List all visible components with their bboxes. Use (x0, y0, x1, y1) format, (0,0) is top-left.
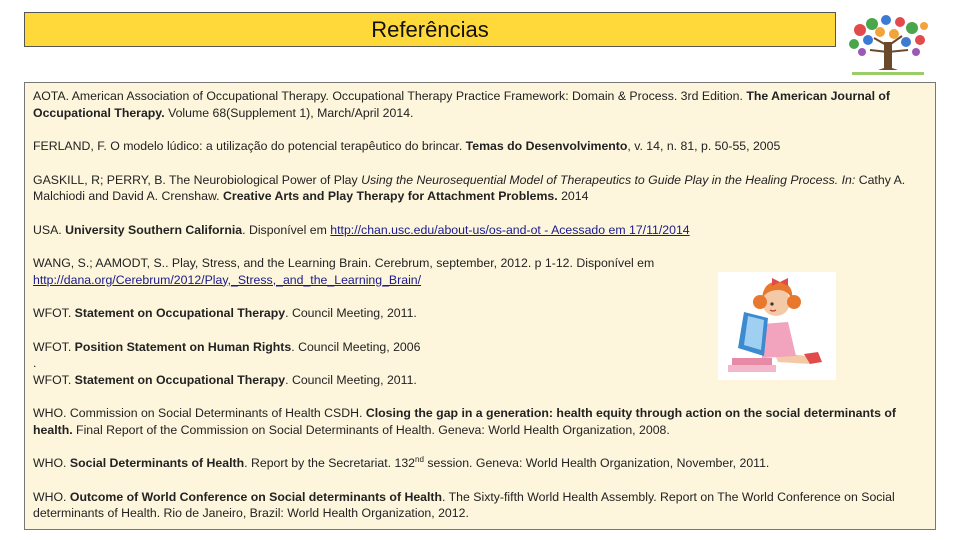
reference-item: FERLAND, F. O modelo lúdico: a utilização do potencial terapêutico do brincar. Temas do Desenvolvimento, v. 14, n. 81, p. 50-55, 2005 (33, 139, 781, 153)
reference-item: WFOT. Position Statement on Human Rights. Council Meeting, 2006 (33, 339, 421, 354)
reference-item: WHO. Commission on Social Determinants of Health CSDH. Closing the gap in a generation: health equity through action on the social determinants of health. Final Report of the Commission on Social Determinants of Health. Geneva: World Health Organization, 2008. (33, 406, 896, 437)
reference-item: WHO. Social Determinants of Health. Report by the Secretariat. 132nd session. Geneva: World Health Organization, November, 2011. (33, 454, 770, 470)
girl-reading-book-icon (718, 272, 836, 380)
slide-title-bar (24, 12, 836, 47)
reference-item: . WFOT. Statement on Occupational Therapy. Council Meeting, 2011. (33, 356, 417, 387)
reference-item: AOTA. American Association of Occupational Therapy. Occupational Therapy Practice Framework: Domain & Process. 3rd Edition. The American Journal of Occupational Therapy. Volume 68(Supplement 1), March/April 2014. (33, 89, 891, 120)
reference-item: WANG, S.; AAMODT, S.. Play, Stress, and the Learning Brain. Cerebrum, september, 2012. p 1-12. Disponível em http://dana.org/Cerebrum/2012/Play,_Stress,_and_the_Learning_Brain/ (33, 256, 655, 287)
reference-item: WHO. Outcome of World Conference on Social determinants of Health. The Sixty-fifth World Health Assembly. Report on The World Conference on Social determinants of Health. Rio de Janeiro, Brazil: World Health Organization, 2012. (33, 489, 895, 520)
usc-link[interactable]: http://chan.usc.edu/about-us/os-and-ot - Acessado em 17/11/2014 (330, 222, 690, 237)
reference-item: USA. University Southern California. Disponível em http://chan.usc.edu/about-us/os-and-ot - Acessado em 17/11/2014 (33, 222, 690, 237)
dana-link[interactable]: http://dana.org/Cerebrum/2012/Play,_Stress,_and_the_Learning_Brain/ (33, 272, 422, 287)
reference-item: WFOT. Statement on Occupational Therapy. Council Meeting, 2011. (33, 306, 417, 320)
reference-item: GASKILL, R; PERRY, B. The Neurobiological Power of Play Using the Neurosequential Model of Therapeutics to Guide Play in the Healing Process. In: Cathy A. Malchiodi and David A. Crenshaw. Creative Arts and Play Therapy for Attachment Problems. 2014 (33, 172, 906, 203)
slide-title: Referências (371, 16, 489, 42)
tree-illustration-icon (840, 12, 936, 78)
